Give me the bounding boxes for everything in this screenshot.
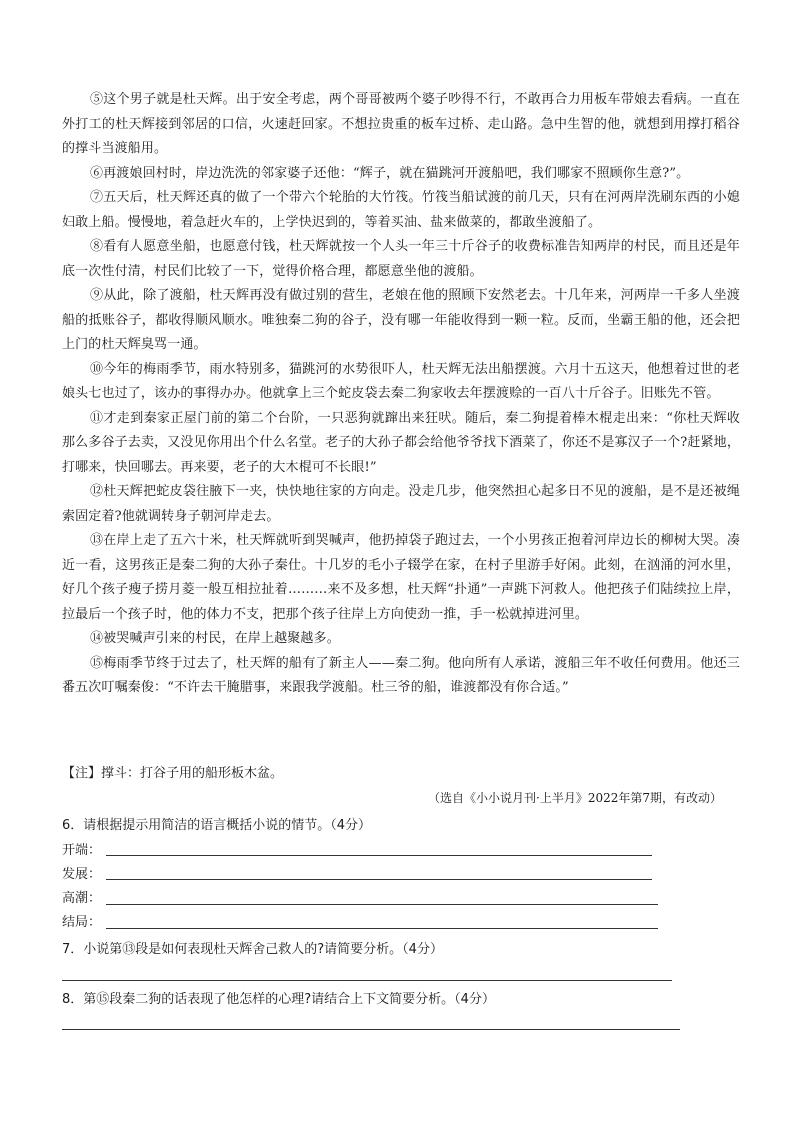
paragraph-6: ⑥再渡娘回村时，岸边洗洗的邻家婆子还他：“辉子，就在猫跳河开渡船吧，我们哪家不照顾你生意?”。 — [90, 165, 690, 181]
answer-line-beginning[interactable] — [106, 855, 652, 856]
label-ending: 结局： — [62, 915, 102, 930]
paragraph-15: ⑮梅雨季节终于过去了，杜天辉的船有了新主人——秦二狗。他向所有人承诺，渡船三年不收任何费用。他还三番五次叮嘱秦俊：“不许去干腌腊事，来跟我学渡船。杜三爷的船，谁渡都没有你合适。” — [62, 655, 740, 695]
question-6: 6．请根据提示用简洁的语言概括小说的情节。（4分） — [62, 818, 372, 833]
answer-line-q8[interactable] — [62, 1029, 680, 1030]
answer-row-climax — [62, 887, 106, 906]
footnote: 【注】撑斗：打谷子用的船形板木盆。 — [62, 766, 284, 781]
label-development: 发展： — [62, 867, 102, 882]
paragraph-10: ⑩今年的梅雨季节，雨水特别多，猫跳河的水势很吓人，杜天辉无法出船摆渡。六月十五这天，他想着过世的老娘头七也过了，该办的事得办办。他就拿上三个蛇皮袋去秦二狗家收去年摆渡赊的一百八十斤谷子。旧账先不管。 — [62, 361, 740, 401]
answer-line-development[interactable] — [106, 879, 652, 880]
paragraph-12: ⑫杜天辉把蛇皮袋往腋下一夹，快快地往家的方向走。没走几步，他突然担心起多日不见的渡船，是不是还被绳索固定着?他就调转身子朝河岸走去。 — [62, 484, 740, 524]
paragraph-11: ⑪才走到秦家正屋门前的第二个台阶，一只恶狗就蹿出来狂吠。随后，秦二狗提着棒木棍走出来：“你杜天辉收那么多谷子去卖，又没见你用出个什么名堂。老子的大孙子都会给他爷爷找下酒菜了，你还不是寡汉子一个?赶紧地，打哪来，快回哪去。再来要，老子的大木棍可不长眼!” — [62, 410, 740, 475]
answer-line-climax[interactable] — [106, 904, 658, 905]
paragraph-9: ⑨从此，除了渡船，杜天辉再没有做过别的营生，老娘在他的照顾下安然老去。十几年来，河两岸一千多人坐渡船的抵账谷子，都收得顺风顺水。唯独秦二狗的谷子，没有哪一年能收得到一颗一粒。反而，坐霸王船的他，还会把上门的杜天辉臭骂一通。 — [62, 288, 740, 352]
answer-line-q7[interactable] — [62, 980, 672, 981]
source-citation: （选自《小小说月刊·上半月》2022年第7期，有改动） — [428, 791, 722, 805]
paragraph-14: ⑭被哭喊声引来的村民，在岸上越聚越多。 — [90, 631, 340, 646]
answer-row-beginning — [62, 839, 106, 858]
paragraph-13: ⑬在岸上走了五六十米，杜天辉就听到哭喊声，他扔掉袋子跑过去，一个小男孩正抱着河岸边长的柳树大哭。凑近一看，这男孩正是秦二狗的大孙子秦仕。十几岁的毛小子辍学在家，在村子里游手好闲。此刻，在汹涌的河水里，好几个孩子瘦子捞月菱一般互相拉扯着………来不及多想，杜天辉“扑通”一声跳下河救人。他把孩子们陆续拉上岸，拉最后一个孩子时，他的体力不支，把那个孩子往岸上方向使劲一推，手一松就掉进河里。 — [62, 533, 740, 622]
paragraph-8: ⑧看有人愿意坐船，也愿意付钱，杜天辉就按一个人头一年三十斤谷子的收费标准告知两岸的村民，而且还是年底一次性付清，村民们比较了一下，觉得价格合理，都愿意坐他的渡船。 — [62, 239, 740, 279]
label-climax: 高潮： — [62, 891, 102, 906]
question-8: 8．第⑮段秦二狗的话表现了他怎样的心理?请结合上下文简要分析。（4分） — [62, 992, 495, 1007]
paragraph-7: ⑦五天后，杜天辉还真的做了一个带六个轮胎的大竹筏。竹筏当船试渡的前几天，只有在河两岸洗刷东西的小媳妇敢上船。慢慢地，着急赶火车的，上学快迟到的，等着买油、盐来做菜的，都敢坐渡船了。 — [62, 190, 740, 230]
answer-line-ending[interactable] — [106, 928, 658, 929]
paragraph-5: ⑤这个男子就是杜天辉。出于安全考虑，两个哥哥被两个婆子吵得不行，不敢再合力用板车带娘去看病。一直在外打工的杜天辉接到邻居的口信，火速赶回家。不想拉贵重的板车过桥、走山路。急中生智的他，就想到用撑打稻谷的撑斗当渡船用。 — [62, 92, 740, 156]
label-beginning: 开端： — [62, 843, 102, 858]
answer-row-ending — [62, 911, 106, 930]
answer-row-development — [62, 863, 106, 882]
question-7: 7．小说第⑬段是如何表现杜天辉舍己救人的?请简要分析。（4分） — [62, 942, 443, 957]
story-passage — [62, 88, 740, 701]
